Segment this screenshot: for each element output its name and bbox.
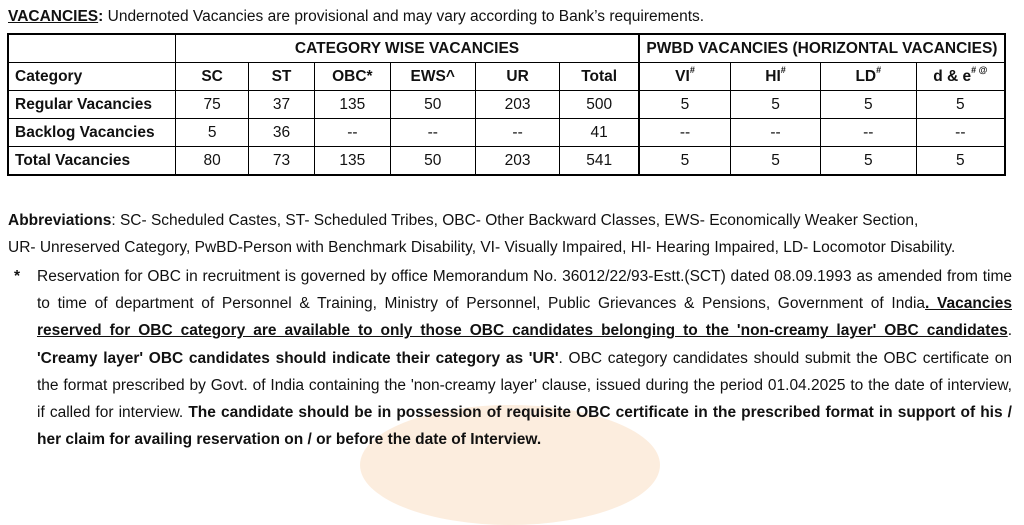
cell-vi: 5 [639, 147, 731, 176]
ld-label: LD [855, 67, 877, 85]
table-column-header-row [8, 63, 1005, 91]
vi-label: VI [675, 67, 690, 85]
hi-superscript: # [780, 64, 786, 75]
table-group-header-row [8, 34, 1005, 63]
note-part-3: . [1007, 322, 1012, 340]
vacancies-label: VACANCIES [8, 8, 99, 25]
col-header-ews: EWS^ [390, 63, 475, 91]
abbreviations-line-2: UR- Unreserved Category, PwBD-Person with Benchmark Disability, VI- Visually Impaired, HI- Hearing Impaired, LD- Locomotor Disability. [8, 239, 956, 256]
pwbd-header: PWBD VACANCIES (HORIZONTAL VACANCIES) [639, 34, 1005, 63]
hi-label: HI [765, 67, 781, 85]
row-label: Backlog Vacancies [8, 119, 176, 147]
note-part-6-emphasis: The candidate should be in possession of requisite OBC certificate in the prescribed format in support of his / her claim for availing reservation on / or before the date of Interview. [37, 404, 1012, 449]
cell-ld: 5 [820, 147, 916, 176]
cell-obc: 135 [314, 91, 390, 119]
cell-hi: 5 [731, 147, 821, 176]
cell-de: 5 [916, 147, 1005, 176]
de-label: d & e [933, 67, 972, 85]
col-header-hi [731, 63, 821, 91]
note-asterisk: * [14, 268, 21, 285]
row-label: Total Vacancies [8, 147, 176, 176]
cell-ur: -- [475, 119, 560, 147]
vacancy-table [7, 33, 1006, 176]
abbreviations-block [8, 207, 1018, 261]
de-superscript: # @ [971, 64, 988, 75]
cell-vi: -- [639, 119, 731, 147]
col-header-sc: SC [176, 63, 249, 91]
cell-ur: 203 [475, 91, 560, 119]
vacancies-colon: : [98, 8, 104, 25]
table-row-backlog [8, 119, 1005, 147]
obc-reservation-note [8, 263, 1012, 453]
cell-ld: 5 [820, 91, 916, 119]
cell-ld: -- [820, 119, 916, 147]
row-label: Regular Vacancies [8, 91, 176, 119]
col-header-vi [639, 63, 731, 91]
cell-ews: 50 [390, 91, 475, 119]
abbreviations-label: Abbreviations [8, 212, 112, 229]
cell-vi: 5 [639, 91, 731, 119]
col-header-category: Category [8, 63, 176, 91]
cell-ews: -- [390, 119, 475, 147]
note-part-5: . OBC category candidates should submit the OBC certificate on the format prescribed by Govt. of India containing the 'non-creamy layer' clause, issued during the period 01.04.2025 to the date of interview, if called for interview. [37, 349, 1013, 422]
table-row-total [8, 147, 1005, 176]
abbreviations-text-1: : SC- Scheduled Castes, ST- Scheduled Tribes, OBC- Other Backward Classes, EWS- Economically Weaker Section, [111, 212, 919, 229]
vi-superscript: # [689, 64, 695, 75]
cell-total: 41 [560, 119, 639, 147]
col-header-de [916, 63, 1005, 91]
note-text [37, 263, 1012, 453]
abbreviations-line-1 [8, 207, 1018, 234]
cell-st: 37 [249, 91, 315, 119]
empty-corner-cell [8, 34, 176, 63]
cell-sc: 75 [176, 91, 249, 119]
cell-obc: 135 [314, 147, 390, 176]
col-header-obc: OBC* [314, 63, 390, 91]
cell-st: 73 [249, 147, 315, 176]
note-part-4-emphasis: 'Creamy layer' OBC candidates should indicate their category as 'UR' [37, 349, 559, 367]
cell-de: 5 [916, 91, 1005, 119]
cell-de: -- [916, 119, 1005, 147]
vacancies-intro-text: Undernoted Vacancies are provisional and may vary according to Bank’s requirements. [107, 8, 705, 25]
cell-ews: 50 [390, 147, 475, 176]
cell-hi: -- [731, 119, 821, 147]
note-part-1: Reservation for OBC in recruitment is governed by office Memorandum No. 36012/22/93-Estt.(SCT) dated 08.09.1993 as amended from time to time of department of Personnel & Training, Ministry of Personnel, Public Grievances & Pensions, Government of India [37, 268, 1012, 313]
cell-st: 36 [249, 119, 315, 147]
cell-hi: 5 [731, 91, 821, 119]
vacancies-heading [8, 8, 704, 26]
cell-ur: 203 [475, 147, 560, 176]
cell-total: 500 [560, 91, 639, 119]
cell-sc: 5 [176, 119, 249, 147]
col-header-ur: UR [475, 63, 560, 91]
cell-obc: -- [314, 119, 390, 147]
ld-superscript: # [876, 64, 882, 75]
col-header-st: ST [249, 63, 315, 91]
cell-total: 541 [560, 147, 639, 176]
cell-sc: 80 [176, 147, 249, 176]
table-row-regular [8, 91, 1005, 119]
col-header-total: Total [560, 63, 639, 91]
col-header-ld [820, 63, 916, 91]
note-part-2-emphasis: . Vacancies reserved for OBC category are available to only those OBC candidates belonging to the 'non-creamy layer' OBC candidates [37, 295, 1012, 340]
category-wise-header: CATEGORY WISE VACANCIES [176, 34, 639, 63]
